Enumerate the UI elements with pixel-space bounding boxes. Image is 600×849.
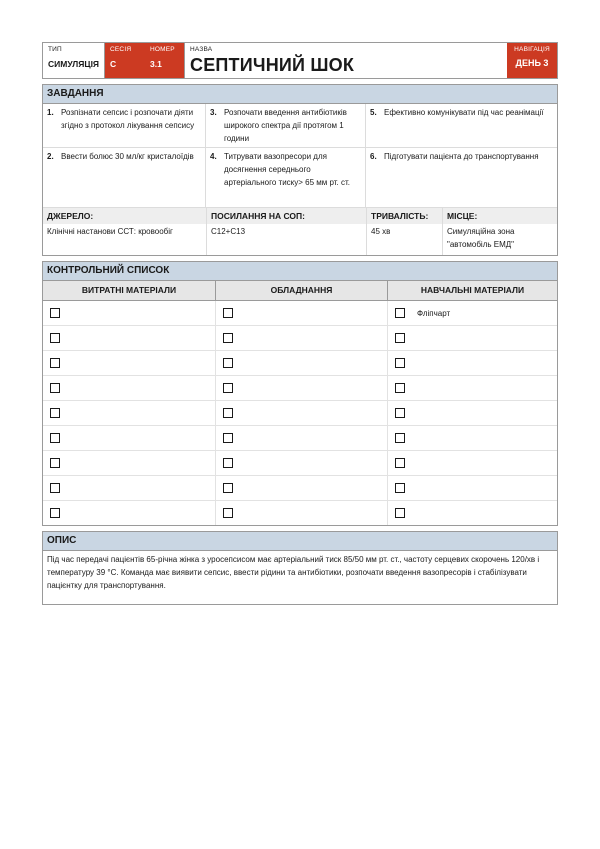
equipment-header: ОБЛАДНАННЯ	[215, 281, 387, 300]
source-value: Клінічні настанови ССТ: кровообіг	[47, 227, 173, 236]
place-label: МІСЦЕ:	[443, 208, 557, 224]
type-label: ТИП	[48, 46, 62, 53]
table-row	[43, 501, 557, 525]
equipment-cell	[215, 451, 387, 475]
checkbox[interactable]	[50, 483, 60, 493]
checkbox[interactable]	[223, 458, 233, 468]
equipment-cell	[215, 401, 387, 425]
training-cell	[387, 351, 557, 375]
card-header	[42, 42, 558, 79]
nav-label: НАВІГАЦІЯ	[514, 46, 550, 53]
name-label: НАЗВА	[190, 46, 213, 53]
training-item-label: Фліпчарт	[417, 308, 451, 318]
duration-label: ТРИВАЛІСТЬ:	[367, 208, 442, 224]
checkbox[interactable]	[50, 333, 60, 343]
table-row	[43, 326, 557, 351]
task-text: Розпочати введення антибіотиків широкого спектра дії протягом 1 години	[224, 108, 347, 143]
task-item	[206, 148, 366, 207]
table-row	[43, 351, 557, 376]
checkbox[interactable]	[395, 333, 405, 343]
training-cell	[387, 451, 557, 475]
training-cell	[387, 401, 557, 425]
description-title: ОПИС	[43, 532, 557, 551]
table-row	[43, 476, 557, 501]
checkbox[interactable]	[223, 408, 233, 418]
training-cell	[387, 476, 557, 500]
task-number: 3.	[210, 108, 217, 117]
consumables-cell	[43, 476, 215, 500]
equipment-cell	[215, 301, 387, 325]
checkbox[interactable]	[223, 333, 233, 343]
consumables-cell	[43, 501, 215, 525]
training-cell	[387, 301, 557, 325]
checkbox[interactable]	[395, 383, 405, 393]
table-row	[43, 401, 557, 426]
source-cell	[43, 208, 206, 255]
checklist-title: КОНТРОЛЬНИЙ СПИСОК	[43, 262, 557, 281]
task-item	[43, 148, 206, 207]
type-value: СИМУЛЯЦІЯ	[48, 59, 100, 69]
table-row	[43, 301, 557, 326]
checkbox[interactable]	[50, 508, 60, 518]
number-value: 3.1	[150, 59, 162, 69]
table-row	[43, 451, 557, 476]
checkbox[interactable]	[50, 458, 60, 468]
training-cell	[387, 326, 557, 350]
session-cell	[105, 43, 145, 78]
task-number: 5.	[370, 108, 377, 117]
task-number: 2.	[47, 152, 54, 161]
name-cell	[185, 43, 507, 78]
table-row	[43, 376, 557, 401]
equipment-cell	[215, 351, 387, 375]
consumables-cell	[43, 426, 215, 450]
description-text: Під час передачі пацієнтів 65-річна жінка з уросепсисом має артеріальний тиск 85/50 мм рт. ст., частоту серцевих скорочень 120/хв і температуру 39 °С. Команда має виявити сепсис, ввести рідини та антибіотики, розпочати введення вазопресорів і стабілізувати пацієнтку для транспортування.	[47, 555, 540, 590]
task-text: Підготувати пацієнта до транспортування	[384, 152, 539, 161]
meta-grid	[43, 207, 557, 255]
task-item	[43, 104, 206, 148]
consumables-header: ВИТРАТНІ МАТЕРІАЛИ	[43, 281, 215, 300]
consumables-cell	[43, 376, 215, 400]
consumables-cell	[43, 451, 215, 475]
training-cell	[387, 501, 557, 525]
number-cell	[145, 43, 185, 78]
equipment-cell	[215, 326, 387, 350]
task-item	[206, 104, 366, 148]
sop-value: C12+C13	[211, 227, 246, 236]
task-text: Титрувати вазопресори для досягнення середнього артеріального тиску> 65 мм рт. ст.	[224, 152, 350, 187]
task-item	[366, 148, 557, 207]
scenario-card	[42, 42, 558, 605]
consumables-cell	[43, 301, 215, 325]
task-number: 4.	[210, 152, 217, 161]
training-materials-header: НАВЧАЛЬНІ МАТЕРІАЛИ	[387, 281, 557, 300]
checkbox[interactable]	[223, 383, 233, 393]
task-text: Ввести болюс 30 мл/кг кристалоїдів	[61, 152, 194, 161]
page-title: СЕПТИЧНИЙ ШОК	[190, 55, 355, 75]
checkbox[interactable]	[395, 408, 405, 418]
description-section	[42, 531, 558, 605]
task-text: Розпізнати сепсис і розпочати діяти згідно з протокол лікування сепсису	[61, 108, 195, 130]
duration-value: 45 хв	[371, 227, 391, 236]
checkbox[interactable]	[50, 433, 60, 443]
checkbox[interactable]	[223, 483, 233, 493]
duration-cell	[366, 208, 442, 255]
tasks-section	[42, 84, 558, 256]
tasks-grid	[43, 104, 557, 207]
checkbox[interactable]	[223, 308, 233, 318]
checklist-body	[43, 301, 557, 525]
checkbox[interactable]	[223, 358, 233, 368]
checkbox[interactable]	[223, 433, 233, 443]
checklist-section	[42, 261, 558, 526]
checkbox[interactable]	[50, 383, 60, 393]
checkbox[interactable]	[395, 308, 405, 318]
task-number: 6.	[370, 152, 377, 161]
task-item	[366, 104, 557, 148]
source-label: ДЖЕРЕЛО:	[43, 208, 206, 224]
session-label: СЕСІЯ	[110, 46, 132, 53]
checklist-header	[43, 281, 557, 301]
training-cell	[387, 426, 557, 450]
checkbox[interactable]	[395, 508, 405, 518]
consumables-cell	[43, 351, 215, 375]
training-cell	[387, 376, 557, 400]
checkbox[interactable]	[223, 508, 233, 518]
equipment-cell	[215, 426, 387, 450]
task-number: 1.	[47, 108, 54, 117]
equipment-cell	[215, 476, 387, 500]
nav-cell[interactable]	[507, 43, 557, 78]
place-cell	[442, 208, 557, 255]
checkbox[interactable]	[395, 458, 405, 468]
checkbox[interactable]	[50, 408, 60, 418]
nav-day-link[interactable]: ДЕНЬ 3	[515, 58, 549, 68]
equipment-cell	[215, 501, 387, 525]
type-cell	[43, 43, 105, 78]
task-text: Ефективно комунікувати під час реанімації	[384, 108, 544, 117]
checkbox[interactable]	[395, 433, 405, 443]
consumables-cell	[43, 326, 215, 350]
place-value: Симуляційна зона "автомобіль ЕМД"	[447, 227, 515, 249]
checkbox[interactable]	[50, 358, 60, 368]
consumables-cell	[43, 401, 215, 425]
checkbox[interactable]	[395, 358, 405, 368]
tasks-title: ЗАВДАННЯ	[43, 85, 557, 104]
session-value: C	[110, 59, 117, 69]
sop-label: ПОСИЛАННЯ НА СОП:	[207, 208, 366, 224]
checkbox[interactable]	[395, 483, 405, 493]
equipment-cell	[215, 376, 387, 400]
number-label: НОМЕР	[150, 46, 175, 53]
table-row	[43, 426, 557, 451]
checkbox[interactable]	[50, 308, 60, 318]
sop-cell	[206, 208, 366, 255]
